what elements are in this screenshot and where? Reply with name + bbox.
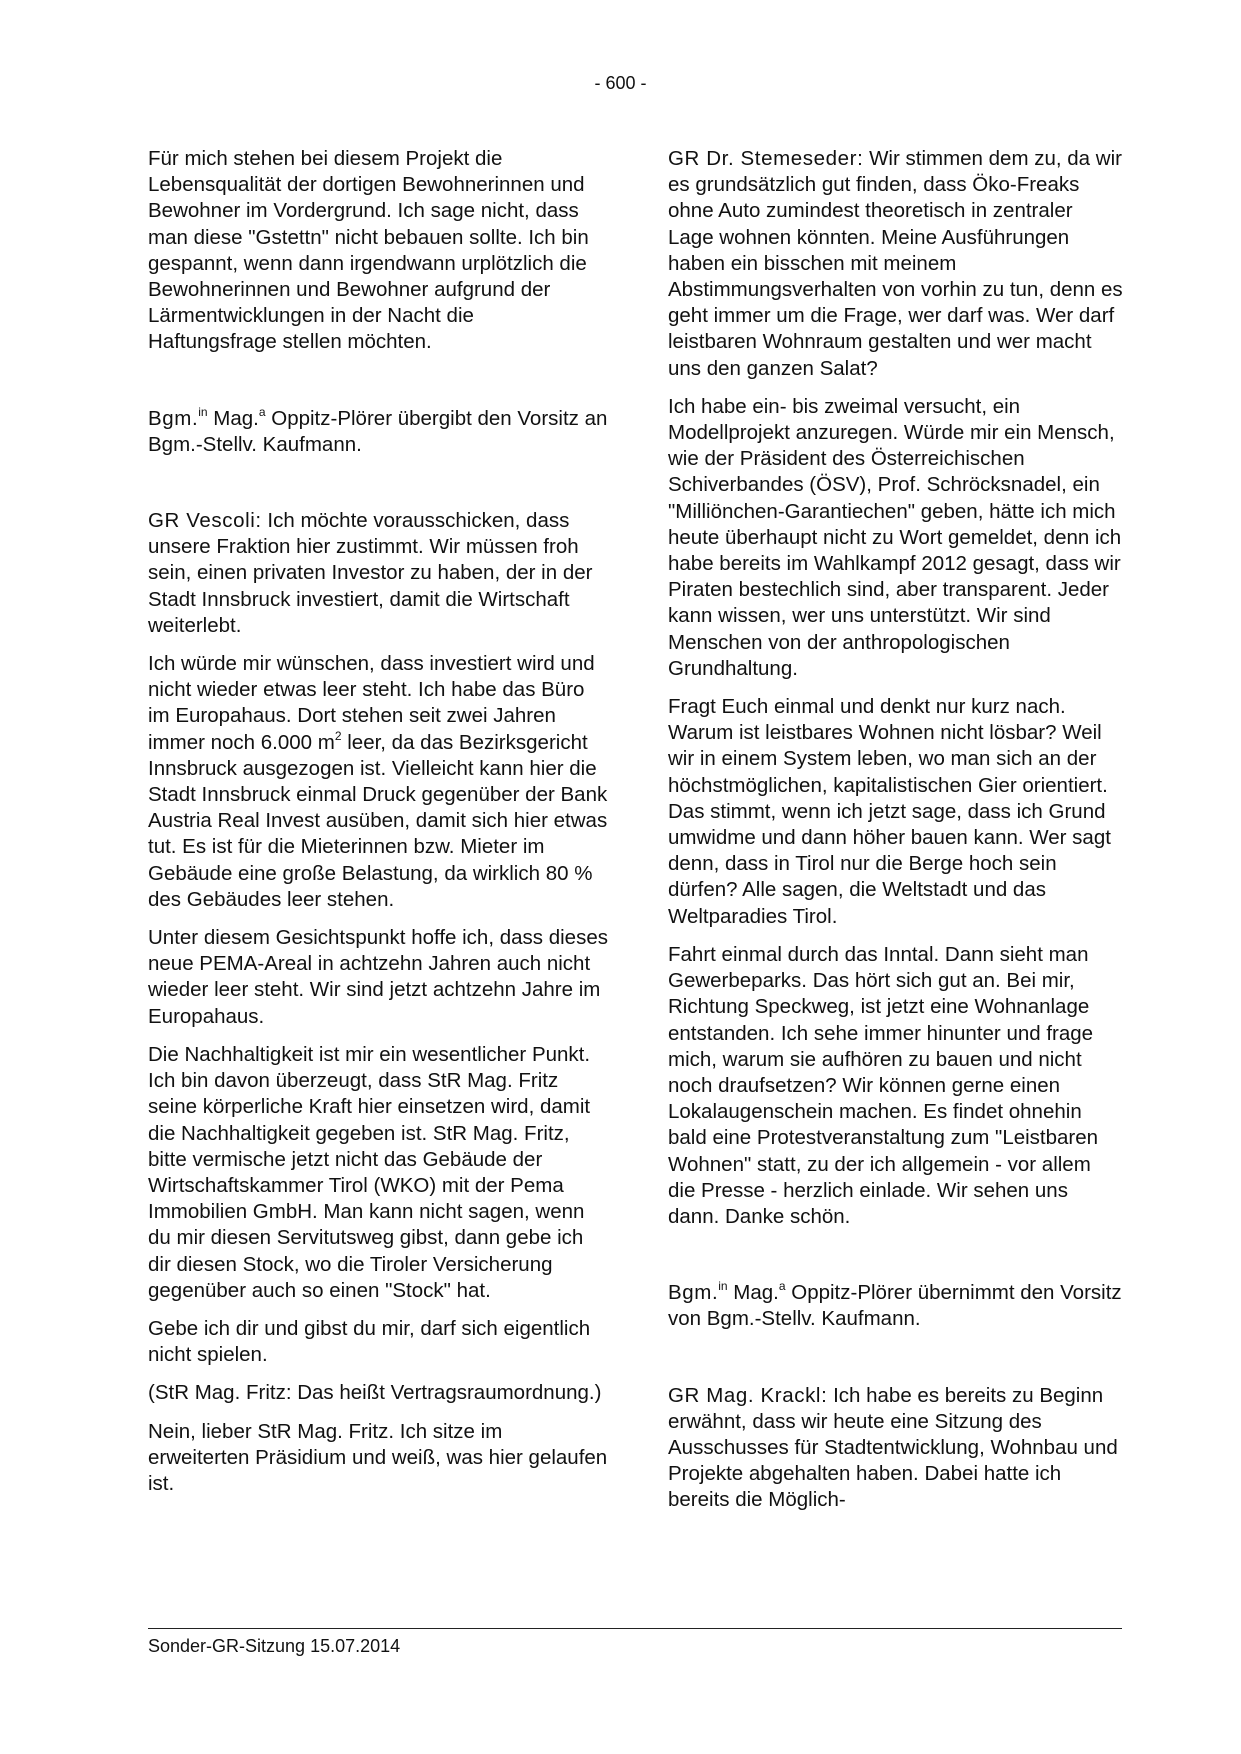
paragraph: Für mich stehen bei diesem Projekt die Lebensqualität der dortigen Bewohnerinnen und Bewohner im Vordergrund. Ich sage nicht, dass man diese "Gstettn" nicht bebauen sollte. Ich bin gespannt, wenn dann irgendwann urplötzlich die Bewohnerinnen und Bewohner aufgrund der Lärmentwicklungen in der Nacht die Haftungsfrage stellen möchten. [148, 147, 589, 354]
superscript-in: in [198, 404, 208, 419]
speech-stemeseder [668, 146, 1123, 382]
speech-vescoli [148, 508, 608, 639]
speech-krackl [668, 1383, 1123, 1514]
superscript-2: 2 [334, 728, 342, 743]
right-column [668, 146, 1123, 1514]
superscript-a: a [258, 404, 266, 419]
chair-note [148, 406, 608, 458]
chair-note-text: Oppitz-Plörer übernimmt den Vorsitz von Bgm.-Stellv. Kaufmann. [668, 1281, 1122, 1331]
speaker-name: GR Vescoli: [148, 509, 262, 533]
title-bgm: Bgm. [668, 1281, 719, 1305]
paragraph: Gebe ich dir und gibst du mir, darf sich eigentlich nicht spielen. [148, 1316, 591, 1367]
footer-divider [148, 1628, 1122, 1629]
paragraph: Die Nachhaltigkeit ist mir ein wesentlicher Punkt. Ich bin davon überzeugt, dass StR Mag. Fritz seine körperliche Kraft hier einsetzen wird, damit die Nachhaltigkeit gegeben ist. StR Mag. Fritz, bitte vermische jetzt nicht das Gebäude der Wirtschaftskammer Tirol (WKO) mit der Pema Immobilien GmbH. Man kann nicht sagen, wenn du mir diesen Servitutsweg gibst, dann gebe ich dir diesen Stock, wo die Tiroler Versicherung gegenüber auch so einen "Stock" hat. [148, 1042, 591, 1302]
speech-text: Ich möchte vorausschicken, dass unsere Fraktion hier zustimmt. Wir müssen froh sein, einen privaten Investor zu haben, der in der Stadt Innsbruck investiert, damit die Wirtschaft weiterlebt. [148, 509, 593, 637]
speaker-name: GR Dr. Stemeseder: [668, 147, 864, 170]
page-number: - 600 - [594, 73, 647, 93]
speech-text: Ich habe es bereits zu Beginn erwähnt, dass wir heute eine Sitzung des Ausschusses für Stadtentwicklung, Wohnbau und Projekte abgehalten haben. Dabei hatte ich bereits die Möglich- [668, 1383, 1118, 1512]
title-bgm: Bgm. [148, 406, 199, 430]
paragraph: Unter diesem Gesichtspunkt hoffe ich, dass dieses neue PEMA-Areal in achtzehn Jahren auch nicht wieder leer steht. Wir sind jetzt achtzehn Jahre im Europahaus. [148, 926, 608, 1028]
paragraph: Fahrt einmal durch das Inntal. Dann sieht man Gewerbeparks. Das hört sich gut an. Bei mir, Richtung Speckweg, ist jetzt eine Wohnanlage entstanden. Ich sehe immer hinunter und frage mich, warum sie aufhören zu bauen und nicht noch draufsetzen? Wir können gerne einen Lokalaugenschein machen. Es findet ohnehin bald eine Protestveranstaltung zum "Leistbaren Wohnen" statt, zu der ich allgemein - vor allem die Presse - herzlich einlade. Wir sehen uns dann. Danke schön. [668, 942, 1099, 1228]
speech-text: Wir stimmen dem zu, da wir es grundsätzlich gut finden, dass Öko-Freaks ohne Auto zumindest theoretisch in zentraler Lage wohnen könnten. Meine Ausführungen haben ein bisschen mit meinem Abstimmungsverhalten von vorhin zu tun, denn es geht immer um die Frage, wer darf was. Wer darf leistbaren Wohnraum gestalten und wer macht uns den ganzen Salat? [668, 147, 1123, 380]
chair-note [668, 1280, 1123, 1332]
paragraph: Ich habe ein- bis zweimal versucht, ein Modellprojekt anzuregen. Würde mir ein Mensch, wie der Präsident des Österreichischen Schiverbandes (ÖSV), Prof. Schröcksnadel, ein "Milliönchen-Garantiechen" geben, hätte ich mich heute überhaupt nicht zu Wort gemeldet, denn ich habe bereits im Wahlkampf 2012 gesagt, dass wir Piraten bestechlich sind, aber transparent. Jeder kann wissen, wer uns unterstützt. Wir sind Menschen von der anthropologischen Grundhaltung. [668, 394, 1122, 680]
interjection: (StR Mag. Fritz: Das heißt Vertragsraumordnung.) [148, 1381, 602, 1405]
superscript-a: a [778, 1279, 786, 1294]
chair-note-text: Oppitz-Plörer übergibt den Vorsitz an Bgm.-Stellv. Kaufmann. [148, 406, 608, 456]
superscript-in: in [718, 1279, 728, 1294]
title-mag: Mag. [727, 1281, 779, 1305]
paragraph-text: Ich würde mir wünschen, dass investiert wird und nicht wieder etwas leer steht. Ich habe das Büro im Europahaus. Dort stehen seit zwei Jahren immer noch 6.000 m [148, 652, 595, 754]
paragraph-text: leer, da das Bezirksgericht Innsbruck ausgezogen ist. Vielleicht kann hier die Stadt Innsbruck einmal Druck gegenüber der Bank Austria Real Invest ausüben, damit sich hier etwas tut. Es ist für die Mieterinnen bzw. Mieter im Gebäude eine große Belastung, da wirklich 80 % des Gebäudes leer stehen. [148, 730, 608, 911]
paragraph: Nein, lieber StR Mag. Fritz. Ich sitze im erweiterten Präsidium und weiß, was hier gelaufen ist. [148, 1419, 608, 1495]
left-column [148, 146, 608, 1497]
paragraph [148, 651, 608, 913]
footer-session-info: Sonder-GR-Sitzung 15.07.2014 [148, 1636, 401, 1656]
speaker-name: GR Mag. Krackl: [668, 1383, 828, 1407]
title-mag: Mag. [207, 406, 259, 430]
paragraph: Fragt Euch einmal und denkt nur kurz nach. Warum ist leistbares Wohnen nicht lösbar? Weil wir in einem System leben, wo man sich an der höchstmöglichen, kapitalistischen Gier orientiert. Das stimmt, wenn ich jetzt sage, dass ich Grund umwidme und dann höher bauen kann. Wer sagt denn, dass in Tirol nur die Berge hoch sein dürfen? Alle sagen, die Weltstadt und das Weltparadies Tirol. [668, 695, 1111, 928]
